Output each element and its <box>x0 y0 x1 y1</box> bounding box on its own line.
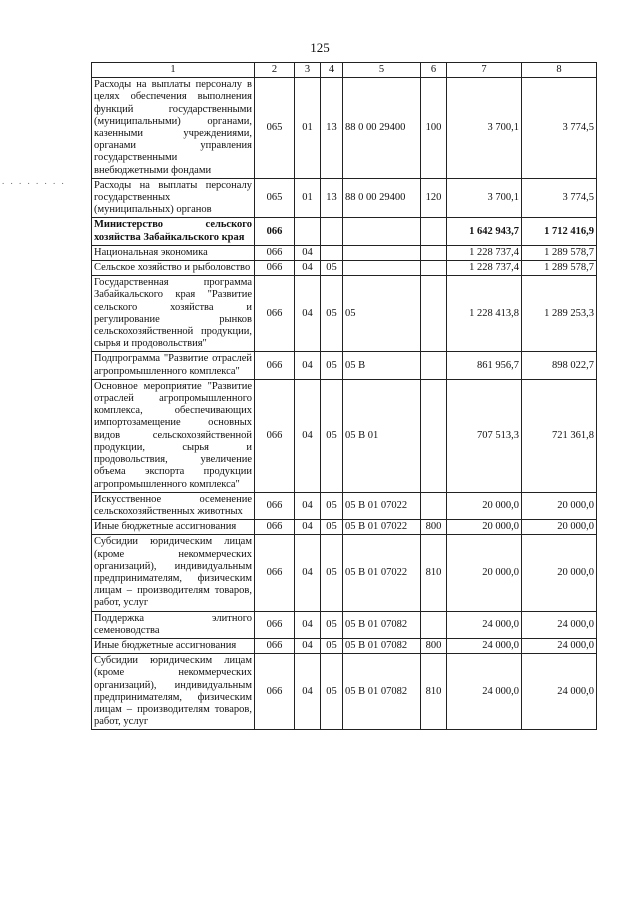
row-value-1-cell: 20 000,0 <box>447 492 522 519</box>
row-value-1-cell: 1 228 413,8 <box>447 276 522 352</box>
row-value-2-cell: 3 774,5 <box>522 78 597 179</box>
row-value-1-cell: 1 642 943,7 <box>447 218 522 245</box>
row-rz-cell: 04 <box>295 535 321 611</box>
row-value-1-cell: 20 000,0 <box>447 520 522 535</box>
row-name-cell: Расходы на выплаты персоналу государственных (муниципальных) органов <box>92 178 255 218</box>
row-csr-cell: 05 В <box>343 352 421 379</box>
row-name-cell: Иные бюджетные ассигнования <box>92 520 255 535</box>
row-rz-cell: 04 <box>295 654 321 730</box>
header-col-5: 5 <box>343 63 421 78</box>
row-vr-cell: 800 <box>421 638 447 653</box>
row-gr-cell: 066 <box>255 352 295 379</box>
row-rz-cell: 04 <box>295 520 321 535</box>
row-gr-cell: 066 <box>255 492 295 519</box>
row-value-1-cell: 24 000,0 <box>447 638 522 653</box>
table-row <box>92 245 597 260</box>
row-vr-cell <box>421 245 447 260</box>
row-vr-cell <box>421 352 447 379</box>
table-row <box>92 492 597 519</box>
row-rz-cell <box>295 218 321 245</box>
row-vr-cell: 810 <box>421 654 447 730</box>
table-row <box>92 520 597 535</box>
header-col-7: 7 <box>447 63 522 78</box>
row-vr-cell <box>421 218 447 245</box>
row-vr-cell: 800 <box>421 520 447 535</box>
row-csr-cell: 05 В 01 07022 <box>343 492 421 519</box>
row-value-1-cell: 3 700,1 <box>447 78 522 179</box>
row-gr-cell: 066 <box>255 611 295 638</box>
row-value-1-cell: 20 000,0 <box>447 535 522 611</box>
row-name-cell: Расходы на выплаты персоналу в целях обеспечения выполнения функций государственными (муниципальными) органами, казенными учреждениями, органами управления государственными внебюджетными фондами <box>92 78 255 179</box>
row-pr-cell: 05 <box>321 535 343 611</box>
row-value-2-cell: 20 000,0 <box>522 492 597 519</box>
row-name-cell: Субсидии юридическим лицам (кроме некоммерческих организаций), индивидуальным предпринимателям, физическим лицам – производителям товаров, работ, услуг <box>92 654 255 730</box>
row-rz-cell: 01 <box>295 178 321 218</box>
row-value-1-cell: 861 956,7 <box>447 352 522 379</box>
row-vr-cell <box>421 261 447 276</box>
row-csr-cell: 05 В 01 07082 <box>343 654 421 730</box>
row-value-1-cell: 1 228 737,4 <box>447 261 522 276</box>
table-row <box>92 178 597 218</box>
row-csr-cell <box>343 218 421 245</box>
row-vr-cell: 810 <box>421 535 447 611</box>
row-vr-cell: 100 <box>421 78 447 179</box>
row-value-1-cell: 24 000,0 <box>447 611 522 638</box>
row-pr-cell: 05 <box>321 520 343 535</box>
row-pr-cell <box>321 218 343 245</box>
row-pr-cell: 13 <box>321 78 343 179</box>
row-value-2-cell: 1 712 416,9 <box>522 218 597 245</box>
row-name-cell: Государственная программа Забайкальского края "Развитие сельского хозяйства и регулирование рынков сельскохозяйственной продукции, сырья и продовольствия" <box>92 276 255 352</box>
row-value-2-cell: 898 022,7 <box>522 352 597 379</box>
table-row <box>92 379 597 492</box>
table-row <box>92 352 597 379</box>
row-gr-cell: 066 <box>255 261 295 276</box>
row-pr-cell: 05 <box>321 276 343 352</box>
row-value-2-cell: 20 000,0 <box>522 535 597 611</box>
row-value-1-cell: 24 000,0 <box>447 654 522 730</box>
row-value-2-cell: 1 289 578,7 <box>522 261 597 276</box>
row-rz-cell: 01 <box>295 78 321 179</box>
row-gr-cell: 066 <box>255 638 295 653</box>
row-name-cell: Субсидии юридическим лицам (кроме некоммерческих организаций), индивидуальным предпринимателям, физическим лицам – производителям товаров, работ, услуг <box>92 535 255 611</box>
row-vr-cell <box>421 379 447 492</box>
row-name-cell: Подпрограмма "Развитие отраслей агропромышленного комплекса" <box>92 352 255 379</box>
row-value-2-cell: 24 000,0 <box>522 611 597 638</box>
row-value-2-cell: 721 361,8 <box>522 379 597 492</box>
row-vr-cell <box>421 611 447 638</box>
row-csr-cell <box>343 261 421 276</box>
row-vr-cell <box>421 276 447 352</box>
table-row <box>92 218 597 245</box>
header-col-3: 3 <box>295 63 321 78</box>
row-rz-cell: 04 <box>295 276 321 352</box>
row-rz-cell: 04 <box>295 611 321 638</box>
row-csr-cell: 05 В 01 07022 <box>343 535 421 611</box>
row-csr-cell: 88 0 00 29400 <box>343 78 421 179</box>
row-csr-cell: 05 В 01 07082 <box>343 638 421 653</box>
row-csr-cell: 88 0 00 29400 <box>343 178 421 218</box>
row-rz-cell: 04 <box>295 352 321 379</box>
row-gr-cell: 065 <box>255 178 295 218</box>
row-name-cell: Сельское хозяйство и рыболовство <box>92 261 255 276</box>
header-col-2: 2 <box>255 63 295 78</box>
row-vr-cell: 120 <box>421 178 447 218</box>
row-name-cell: Национальная экономика <box>92 245 255 260</box>
row-csr-cell: 05 В 01 07022 <box>343 520 421 535</box>
row-gr-cell: 066 <box>255 218 295 245</box>
row-value-2-cell: 24 000,0 <box>522 638 597 653</box>
margin-marks: . . . . . . . . <box>2 176 66 186</box>
table-row <box>92 535 597 611</box>
row-value-2-cell: 1 289 253,3 <box>522 276 597 352</box>
row-pr-cell <box>321 245 343 260</box>
row-csr-cell <box>343 245 421 260</box>
row-csr-cell: 05 В 01 07082 <box>343 611 421 638</box>
row-value-2-cell: 1 289 578,7 <box>522 245 597 260</box>
row-csr-cell: 05 <box>343 276 421 352</box>
row-value-1-cell: 3 700,1 <box>447 178 522 218</box>
header-col-6: 6 <box>421 63 447 78</box>
row-pr-cell: 05 <box>321 492 343 519</box>
row-vr-cell <box>421 492 447 519</box>
row-name-cell: Поддержка элитного семеноводства <box>92 611 255 638</box>
header-col-8: 8 <box>522 63 597 78</box>
row-name-cell: Министерство сельского хозяйства Забайкальского края <box>92 218 255 245</box>
row-value-2-cell: 3 774,5 <box>522 178 597 218</box>
row-pr-cell: 05 <box>321 611 343 638</box>
row-rz-cell: 04 <box>295 379 321 492</box>
row-rz-cell: 04 <box>295 245 321 260</box>
row-name-cell: Искусственное осеменение сельскохозяйственных животных <box>92 492 255 519</box>
row-gr-cell: 066 <box>255 535 295 611</box>
header-col-4: 4 <box>321 63 343 78</box>
row-gr-cell: 066 <box>255 520 295 535</box>
row-value-1-cell: 1 228 737,4 <box>447 245 522 260</box>
row-gr-cell: 066 <box>255 245 295 260</box>
budget-table <box>91 62 597 730</box>
table-row <box>92 654 597 730</box>
table-header-row <box>92 63 597 78</box>
row-pr-cell: 05 <box>321 654 343 730</box>
row-rz-cell: 04 <box>295 638 321 653</box>
row-gr-cell: 066 <box>255 654 295 730</box>
row-name-cell: Основное мероприятие "Развитие отраслей агропромышленного комплекса, обеспечивающих импортозамещение основных видов сельскохозяйственной продукции, сырья и продовольствия, увеличение объема экспорта продукции агропромышленного комплекса" <box>92 379 255 492</box>
row-value-2-cell: 24 000,0 <box>522 654 597 730</box>
row-gr-cell: 066 <box>255 276 295 352</box>
table-row <box>92 638 597 653</box>
row-pr-cell: 13 <box>321 178 343 218</box>
row-csr-cell: 05 В 01 <box>343 379 421 492</box>
table-row <box>92 276 597 352</box>
row-rz-cell: 04 <box>295 261 321 276</box>
row-pr-cell: 05 <box>321 379 343 492</box>
table-row <box>92 611 597 638</box>
row-value-1-cell: 707 513,3 <box>447 379 522 492</box>
header-col-1: 1 <box>92 63 255 78</box>
row-value-2-cell: 20 000,0 <box>522 520 597 535</box>
row-gr-cell: 066 <box>255 379 295 492</box>
table-row <box>92 78 597 179</box>
page-number: 125 <box>310 40 330 55</box>
table-row <box>92 261 597 276</box>
row-pr-cell: 05 <box>321 261 343 276</box>
row-pr-cell: 05 <box>321 638 343 653</box>
row-gr-cell: 065 <box>255 78 295 179</box>
row-pr-cell: 05 <box>321 352 343 379</box>
table-body <box>92 78 597 730</box>
row-rz-cell: 04 <box>295 492 321 519</box>
row-name-cell: Иные бюджетные ассигнования <box>92 638 255 653</box>
